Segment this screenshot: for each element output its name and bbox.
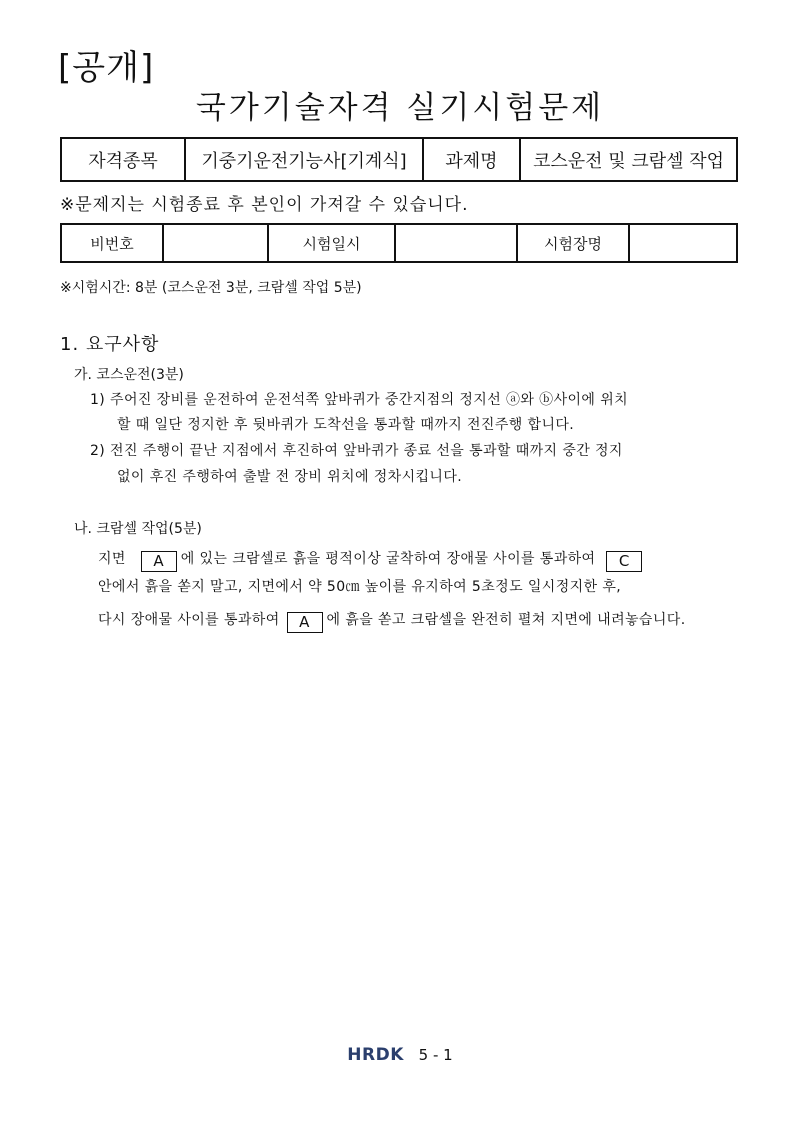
line3-post-text: 에 흙을 쏟고 크람셀을 완전히 펼쳐 지면에 내려놓습니다. (326, 612, 686, 628)
line3-pre-text: 다시 장애물 사이를 통과하여 (98, 612, 280, 628)
field-label: 자격종목 (61, 138, 185, 181)
line1-mid-text: 에 있는 크람셀로 흙을 평적이상 굴착하여 장애물 사이를 통과하여 (180, 551, 596, 567)
course-driving-title: 가. 코스운전(3분) (74, 367, 184, 383)
take-home-note: ※문제지는 시험종료 후 본인이 가져갈 수 있습니다. (60, 195, 469, 215)
item1-line2: 할 때 일단 정지한 후 뒷바퀴가 도착선을 통과할 때까지 전진주행 합니다. (117, 417, 575, 433)
clamshell-line2: 안에서 흙을 쏟지 말고, 지면에서 약 50㎝ 높이를 유지하여 5초정도 일시정지한 후, (98, 579, 622, 595)
line1-pre-text: 지면 (98, 551, 126, 567)
id-value-field[interactable] (163, 224, 268, 262)
area-a-box-2: A (287, 612, 323, 633)
page-number: 5 - 1 (418, 1046, 453, 1064)
venue-value-field[interactable] (629, 224, 737, 262)
field-value: 기중기운전기능사[기계식] (185, 138, 423, 181)
date-label: 시험일시 (268, 224, 395, 262)
hrdk-logo: HRDK (347, 1045, 404, 1065)
venue-label: 시험장명 (517, 224, 629, 262)
qualification-table (60, 137, 738, 182)
date-value-field[interactable] (395, 224, 517, 262)
area-c-box: C (606, 551, 642, 572)
page-footer (0, 1045, 800, 1065)
item2-line1: 2) 전진 주행이 끝난 지점에서 후진하여 앞바퀴가 종료 선을 통과할 때까지 중간 정지 (90, 443, 623, 459)
item2-line2: 없이 후진 주행하여 출발 전 장비 위치에 정차시킵니다. (117, 469, 463, 485)
clamshell-title: 나. 크람셀 작업(5분) (74, 521, 202, 537)
clamshell-line3 (98, 609, 686, 633)
clamshell-line1 (98, 548, 646, 572)
exam-info-table (60, 223, 738, 263)
task-value: 코스운전 및 크람셀 작업 (520, 138, 737, 181)
item1-line1: 1) 주어진 장비를 운전하여 운전석쪽 앞바퀴가 중간지점의 정지선 ⓐ와 ⓑ사이에 위치 (90, 392, 629, 408)
page-title: 국가기술자격 실기시험문제 (195, 90, 605, 126)
id-label: 비번호 (61, 224, 163, 262)
disclosure-tag: [공개] (58, 48, 155, 88)
time-note: ※시험시간: 8분 (코스운전 3분, 크람셀 작업 5분) (60, 280, 362, 296)
task-label: 과제명 (423, 138, 520, 181)
requirements-heading: 1. 요구사항 (60, 334, 160, 355)
area-a-box: A (141, 551, 177, 572)
